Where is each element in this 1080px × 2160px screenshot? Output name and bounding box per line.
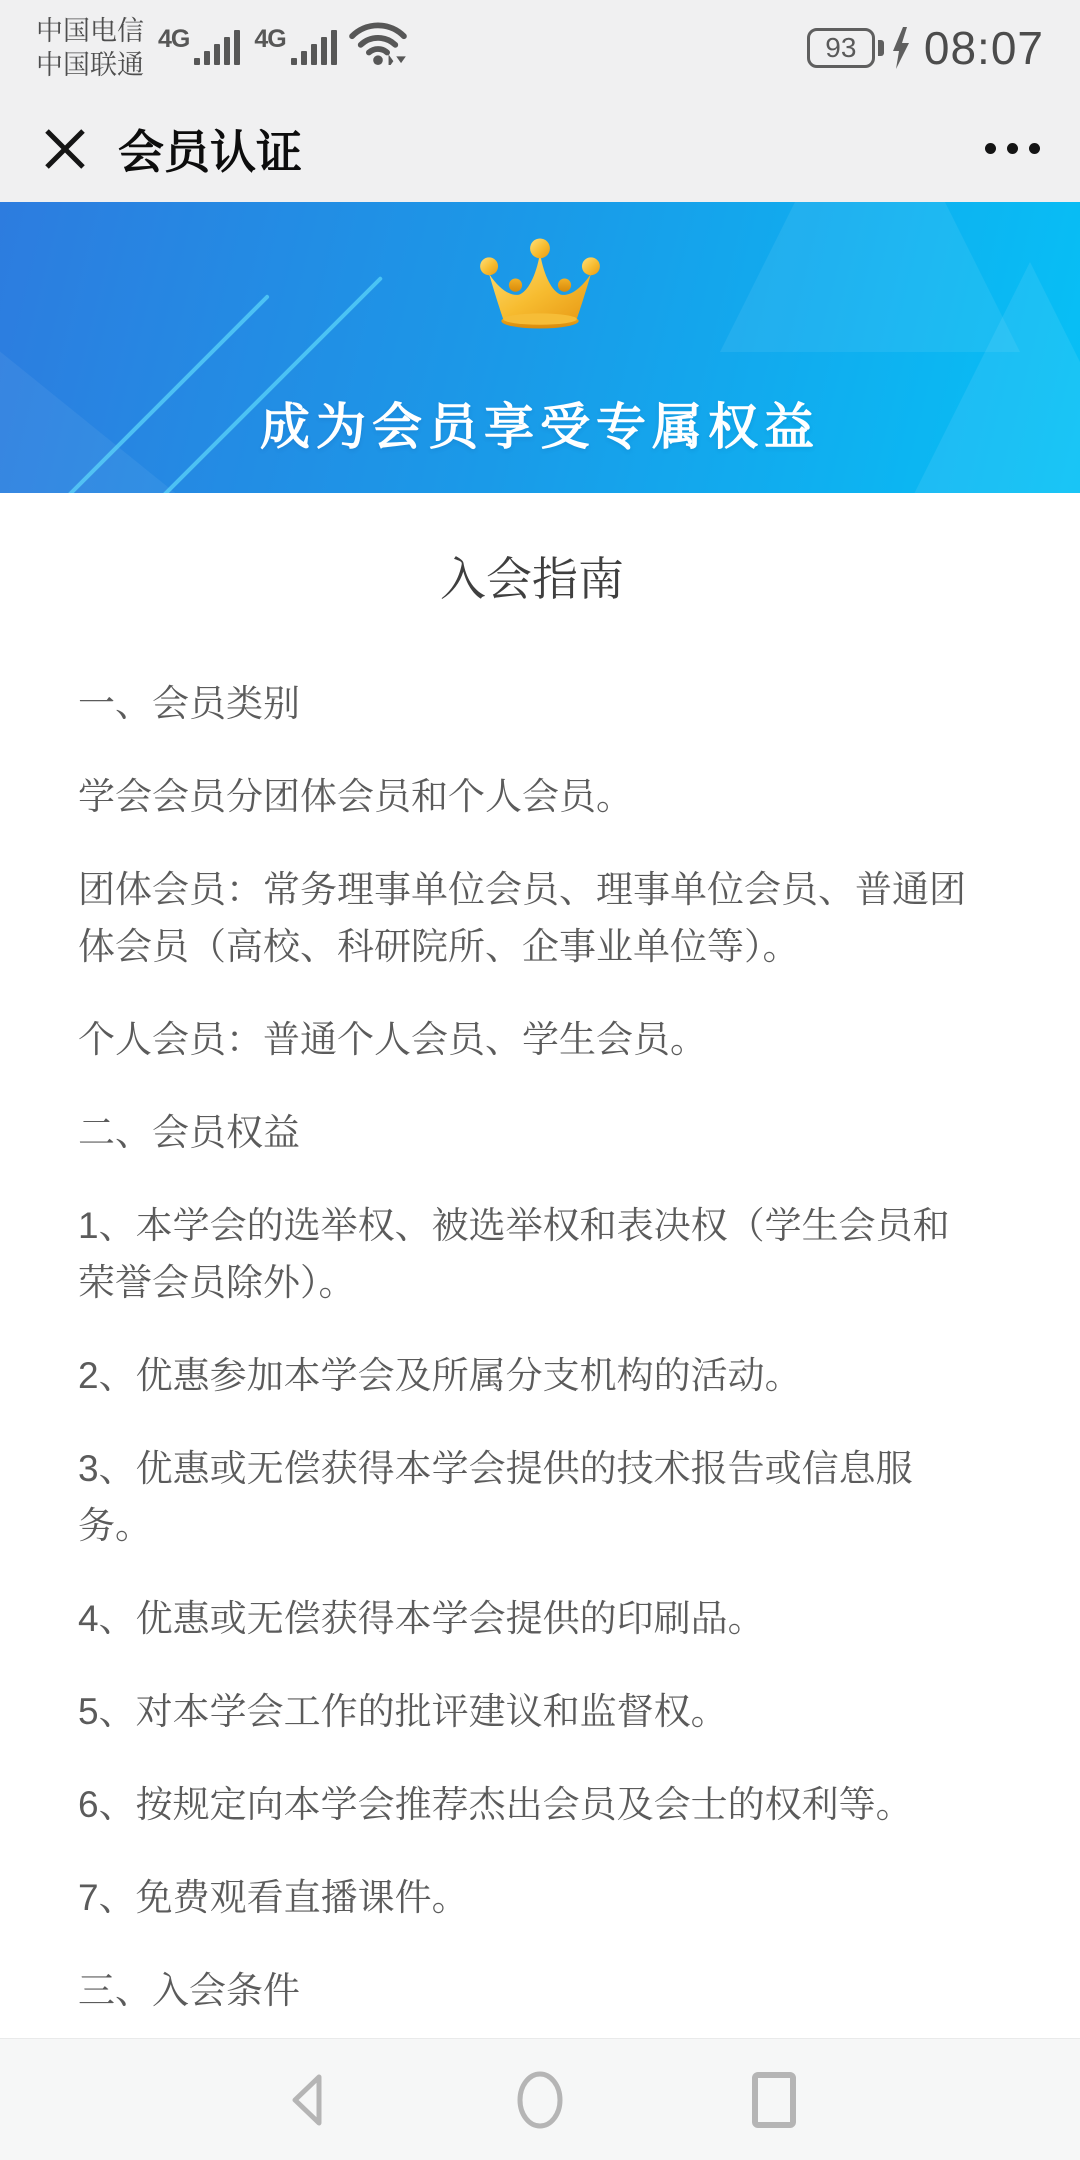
crown-icon <box>474 238 606 337</box>
section-title: 二、会员权益 <box>78 1112 300 1153</box>
wifi-icon <box>349 17 407 65</box>
home-button[interactable] <box>512 2069 568 2131</box>
close-button[interactable] <box>38 122 92 176</box>
guide-paragraph: 2、优惠参加本学会及所属分支机构的活动。 <box>78 1355 802 1396</box>
guide-paragraph: 1、本学会的选举权、被选举权和表决权（学生会员和荣誉会员除外）。 <box>78 1205 950 1303</box>
network-badge-1: 4G <box>158 24 190 53</box>
nav-bar <box>0 95 1080 202</box>
signal-bars-icon <box>194 30 240 65</box>
network-group-1 <box>158 16 240 80</box>
carrier-names <box>36 14 144 82</box>
signal-bars-icon <box>291 30 337 65</box>
guide-paragraph: 学会会员分团体会员和个人会员。 <box>78 776 633 817</box>
android-nav-bar <box>0 2038 1080 2160</box>
section-title: 一、会员类别 <box>78 683 300 724</box>
guide-paragraph: 5、对本学会工作的批评建议和监督权。 <box>78 1691 728 1732</box>
dot-icon <box>985 143 996 154</box>
guide-paragraph: 4、优惠或无偿获得本学会提供的印刷品。 <box>78 1598 765 1639</box>
recents-icon <box>746 2069 802 2131</box>
page-title: 会员认证 <box>118 125 302 178</box>
status-bar <box>0 0 1080 95</box>
battery-icon <box>807 28 884 68</box>
guide-content <box>0 493 1080 2038</box>
dot-icon <box>1029 143 1040 154</box>
dot-icon <box>1007 143 1018 154</box>
back-button[interactable] <box>278 2070 334 2130</box>
status-right-cluster <box>807 21 1044 75</box>
carrier-secondary: 中国联通 <box>36 49 144 80</box>
guide-paragraph: 团体会员：常务理事单位会员、理事单位会员、普通团体会员（高校、科研院所、企事业单位等）。 <box>78 869 966 967</box>
network-group-2 <box>254 16 336 80</box>
hero-banner <box>0 202 1080 493</box>
clock-time: 08:07 <box>923 21 1044 74</box>
home-icon <box>512 2069 568 2131</box>
battery-percent: 93 <box>825 31 857 63</box>
guide-paragraph: 6、按规定向本学会推荐杰出会员及会士的权利等。 <box>78 1784 913 1825</box>
guide-heading: 入会指南 <box>440 553 624 605</box>
decor-triangle <box>720 202 1020 352</box>
close-icon <box>40 124 90 174</box>
guide-paragraph: 3、优惠或无偿获得本学会提供的技术报告或信息服务。 <box>78 1448 913 1546</box>
network-badge-2: 4G <box>254 24 286 53</box>
carrier-primary: 中国电信 <box>36 15 144 46</box>
back-icon <box>278 2070 334 2130</box>
more-menu-button[interactable] <box>983 133 1042 164</box>
charging-bolt-icon <box>890 27 912 69</box>
recents-button[interactable] <box>746 2069 802 2131</box>
section-title: 三、入会条件 <box>78 1970 300 2011</box>
guide-paragraph: 个人会员：普通个人会员、学生会员。 <box>78 1019 707 1060</box>
guide-paragraph: 7、免费观看直播课件。 <box>78 1877 469 1918</box>
banner-slogan: 成为会员享受专属权益 <box>260 399 820 455</box>
